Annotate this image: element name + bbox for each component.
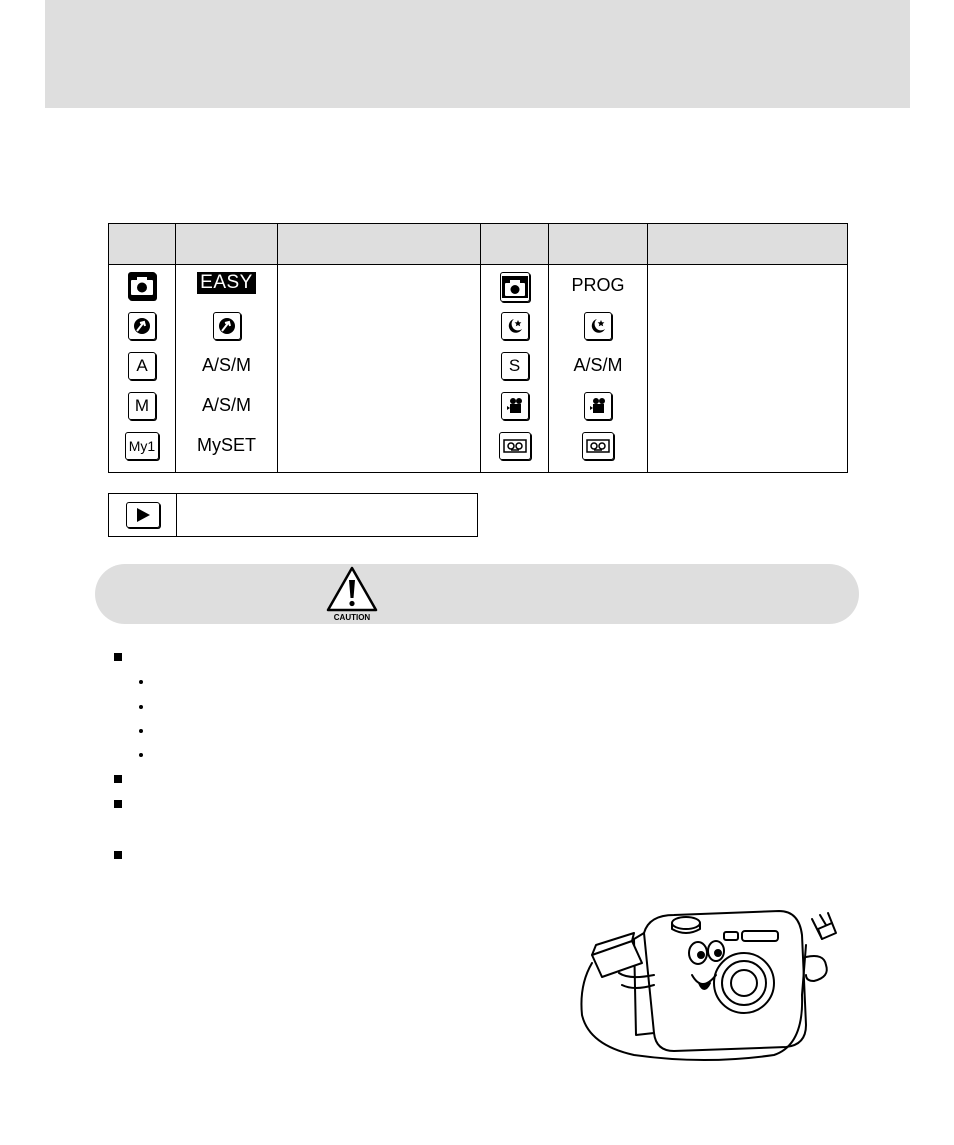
mode-table — [108, 223, 848, 473]
play-cell — [109, 494, 177, 536]
camera-mascot-illustration — [574, 905, 844, 1070]
bullet-square — [114, 851, 122, 859]
movie-clip-icon — [501, 392, 529, 420]
night-scene-icon — [501, 312, 529, 340]
movie-clip-icon — [584, 392, 612, 420]
asm-label: A/S/M — [201, 355, 251, 375]
right-label-column — [549, 265, 647, 472]
right-icon-column — [481, 265, 548, 472]
voice-recording-icon — [582, 432, 614, 460]
bullet-square — [114, 653, 122, 661]
asm-label: A/S/M — [201, 395, 251, 415]
myset-icon: My1 — [125, 432, 159, 460]
caution-icon — [326, 566, 378, 622]
voice-recording-icon — [499, 432, 531, 460]
portrait-icon — [128, 312, 156, 340]
myset-label: MySET — [196, 435, 256, 455]
caution-label: CAUTION — [333, 613, 371, 622]
bullet-dot — [139, 729, 143, 733]
bullet-dot — [139, 753, 143, 757]
table-body-row — [109, 265, 848, 473]
caution-bar — [95, 564, 859, 624]
bullet-square — [114, 800, 122, 808]
asm-label: A/S/M — [573, 355, 623, 375]
camera-icon — [128, 272, 156, 300]
mode-s-icon: S — [501, 352, 529, 380]
bullet-dot — [139, 680, 143, 684]
left-icon-column — [109, 265, 175, 472]
mode-a-icon: A — [128, 352, 156, 380]
play-icon — [126, 502, 160, 528]
night-scene-icon — [584, 312, 612, 340]
bullet-dot — [139, 705, 143, 709]
bullet-square — [114, 775, 122, 783]
table-header-row — [109, 224, 848, 265]
play-description-cell — [177, 494, 477, 536]
header-band — [45, 0, 910, 108]
easy-label: EASY — [197, 272, 256, 294]
mode-m-icon: M — [128, 392, 156, 420]
left-label-column — [176, 265, 277, 472]
portrait-icon — [213, 312, 241, 340]
prog-label: PROG — [571, 275, 625, 295]
play-mode-table — [108, 493, 478, 537]
camera-icon — [500, 272, 530, 302]
